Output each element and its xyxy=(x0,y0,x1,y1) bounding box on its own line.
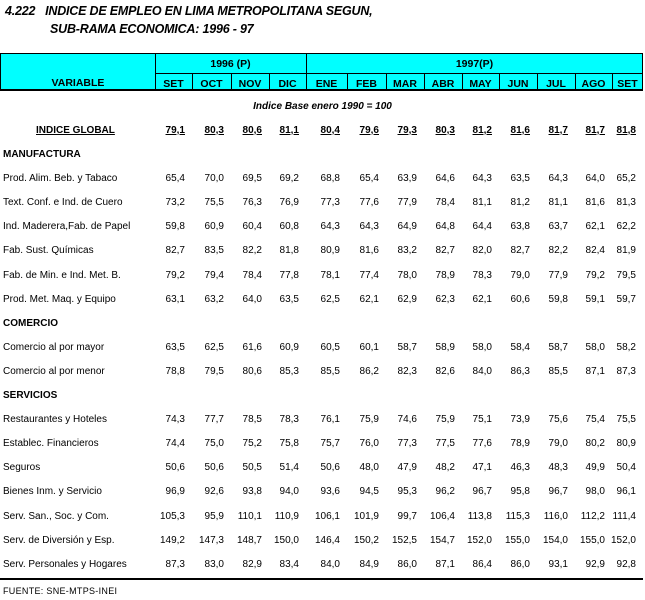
header-variable-label: VARIABLE xyxy=(51,77,105,89)
table-row xyxy=(0,486,645,500)
value-cell: 79,5 xyxy=(616,270,636,281)
value-cell: 75,0 xyxy=(204,438,224,449)
value-cell: 76,9 xyxy=(279,197,299,208)
value-cell: 155,0 xyxy=(504,535,530,546)
value-cell: 50,6 xyxy=(204,462,224,473)
header-month-label: ABR xyxy=(431,78,455,90)
value-cell: 82,7 xyxy=(165,245,185,256)
value-cell: 59,8 xyxy=(548,294,568,305)
value-cell: 79,3 xyxy=(397,125,417,136)
value-cell: 81,1 xyxy=(472,197,492,208)
value-cell: 86,0 xyxy=(510,559,530,570)
value-cell: 64,3 xyxy=(320,221,340,232)
value-cell: 92,9 xyxy=(585,559,605,570)
value-cell: 99,7 xyxy=(397,511,417,522)
value-cell: 95,8 xyxy=(510,486,530,497)
value-cell: 64,9 xyxy=(397,221,417,232)
value-cell: 63,5 xyxy=(510,173,530,184)
value-cell: 84,0 xyxy=(472,366,492,377)
value-cell: 61,6 xyxy=(242,342,262,353)
row-label: Restaurantes y Hoteles xyxy=(3,414,107,425)
value-cell: 81,1 xyxy=(279,125,299,136)
value-cell: 78,3 xyxy=(279,414,299,425)
value-cell: 77,9 xyxy=(397,197,417,208)
value-cell: 77,3 xyxy=(397,438,417,449)
value-cell: 85,3 xyxy=(279,366,299,377)
header-year-label: 1996 (P) xyxy=(210,58,251,70)
value-cell: 64,0 xyxy=(585,173,605,184)
header-split-line xyxy=(155,73,643,74)
section-header xyxy=(0,149,645,163)
value-cell: 62,1 xyxy=(472,294,492,305)
row-label: Bienes Inm. y Servicio xyxy=(3,486,102,497)
table-row xyxy=(0,173,645,187)
value-cell: 93,1 xyxy=(548,559,568,570)
value-cell: 81,6 xyxy=(359,245,379,256)
value-cell: 70,0 xyxy=(204,173,224,184)
value-cell: 78,1 xyxy=(320,270,340,281)
table-row xyxy=(0,438,645,452)
value-cell: 47,1 xyxy=(472,462,492,473)
value-cell: 82,2 xyxy=(548,245,568,256)
value-cell: 58,7 xyxy=(397,342,417,353)
value-cell: 149,2 xyxy=(159,535,185,546)
header-month-label: OCT xyxy=(200,78,223,90)
value-cell: 96,7 xyxy=(548,486,568,497)
value-cell: 82,2 xyxy=(242,245,262,256)
value-cell: 62,5 xyxy=(204,342,224,353)
value-cell: 112,2 xyxy=(580,511,605,522)
value-cell: 79,0 xyxy=(548,438,568,449)
value-cell: 78,9 xyxy=(510,438,530,449)
value-cell: 62,1 xyxy=(585,221,605,232)
value-cell: 86,3 xyxy=(510,366,530,377)
value-cell: 68,8 xyxy=(320,173,340,184)
value-cell: 69,5 xyxy=(242,173,262,184)
value-cell: 77,8 xyxy=(279,270,299,281)
value-cell: 75,5 xyxy=(204,197,224,208)
section-label: SERVICIOS xyxy=(3,390,58,401)
value-cell: 60,4 xyxy=(242,221,262,232)
value-cell: 58,2 xyxy=(616,342,636,353)
value-cell: 81,1 xyxy=(548,197,568,208)
value-cell: 83,0 xyxy=(204,559,224,570)
value-cell: 82,3 xyxy=(397,366,417,377)
table-bottom-rule xyxy=(0,578,643,580)
header-month-label: SET xyxy=(163,78,184,90)
value-cell: 82,0 xyxy=(472,245,492,256)
value-cell: 78,0 xyxy=(397,270,417,281)
value-cell: 146,4 xyxy=(314,535,340,546)
row-label: Serv. de Diversión y Esp. xyxy=(3,535,115,546)
value-cell: 101,9 xyxy=(353,511,379,522)
value-cell: 98,0 xyxy=(585,486,605,497)
value-cell: 79,2 xyxy=(165,270,185,281)
row-label: Comercio al por menor xyxy=(3,366,105,377)
value-cell: 64,0 xyxy=(242,294,262,305)
value-cell: 94,0 xyxy=(279,486,299,497)
value-cell: 81,2 xyxy=(510,197,530,208)
header-month-label: SET xyxy=(617,78,638,90)
value-cell: 58,7 xyxy=(548,342,568,353)
header-year-label: 1997(P) xyxy=(455,58,494,70)
section-header xyxy=(0,390,645,404)
value-cell: 79,5 xyxy=(204,366,224,377)
section-header xyxy=(0,318,645,332)
value-cell: 105,3 xyxy=(159,511,185,522)
value-cell: 74,6 xyxy=(397,414,417,425)
value-cell: 75,2 xyxy=(242,438,262,449)
value-cell: 59,7 xyxy=(616,294,636,305)
value-cell: 64,6 xyxy=(435,173,455,184)
value-cell: 80,2 xyxy=(585,438,605,449)
value-cell: 82,7 xyxy=(435,245,455,256)
value-cell: 76,3 xyxy=(242,197,262,208)
value-cell: 60,6 xyxy=(510,294,530,305)
value-cell: 86,4 xyxy=(472,559,492,570)
value-cell: 83,5 xyxy=(204,245,224,256)
header-month-label: AGO xyxy=(581,78,606,90)
value-cell: 86,0 xyxy=(397,559,417,570)
value-cell: 95,3 xyxy=(397,486,417,497)
value-cell: 96,9 xyxy=(165,486,185,497)
value-cell: 65,4 xyxy=(165,173,185,184)
value-cell: 79,4 xyxy=(204,270,224,281)
value-cell: 84,0 xyxy=(320,559,340,570)
value-cell: 83,2 xyxy=(397,245,417,256)
value-cell: 77,9 xyxy=(548,270,568,281)
value-cell: 77,6 xyxy=(472,438,492,449)
value-cell: 80,9 xyxy=(320,245,340,256)
value-cell: 154,0 xyxy=(542,535,568,546)
header-month-label: DIC xyxy=(278,78,297,90)
value-cell: 82,4 xyxy=(585,245,605,256)
value-cell: 116,0 xyxy=(543,511,568,522)
value-cell: 62,1 xyxy=(359,294,379,305)
value-cell: 58,0 xyxy=(585,342,605,353)
value-cell: 81,9 xyxy=(616,245,636,256)
value-cell: 152,0 xyxy=(610,535,636,546)
value-cell: 79,0 xyxy=(510,270,530,281)
value-cell: 60,8 xyxy=(279,221,299,232)
value-cell: 58,9 xyxy=(435,342,455,353)
table-title: 4.222 INDICE DE EMPLEO EN LIMA METROPOLITANA SEGUN, xyxy=(5,4,373,18)
value-cell: 62,3 xyxy=(435,294,455,305)
table-row xyxy=(0,197,645,211)
value-cell: 84,9 xyxy=(359,559,379,570)
value-cell: 59,8 xyxy=(165,221,185,232)
row-label: Comercio al por mayor xyxy=(3,342,105,353)
value-cell: 81,7 xyxy=(548,125,568,136)
row-label: Prod. Alim. Beb. y Tabaco xyxy=(3,173,118,184)
value-cell: 59,1 xyxy=(585,294,605,305)
value-cell: 73,2 xyxy=(165,197,185,208)
value-cell: 75,9 xyxy=(359,414,379,425)
value-cell: 79,2 xyxy=(585,270,605,281)
value-cell: 147,3 xyxy=(198,535,224,546)
value-cell: 95,9 xyxy=(204,511,224,522)
value-cell: 82,9 xyxy=(242,559,262,570)
value-cell: 64,4 xyxy=(472,221,492,232)
value-cell: 96,1 xyxy=(616,486,636,497)
row-label: Serv. San., Soc. y Com. xyxy=(3,511,109,522)
table-row xyxy=(0,462,645,476)
source-note: FUENTE: SNE-MTPS-INEI xyxy=(3,586,118,596)
value-cell: 80,4 xyxy=(320,125,340,136)
value-cell: 63,7 xyxy=(548,221,568,232)
table-row xyxy=(0,245,645,259)
value-cell: 75,6 xyxy=(548,414,568,425)
value-cell: 115,3 xyxy=(505,511,530,522)
row-label: Ind. Maderera,Fab. de Papel xyxy=(3,221,131,232)
base-index-note: Indice Base enero 1990 = 100 xyxy=(253,101,392,112)
value-cell: 50,6 xyxy=(320,462,340,473)
header-month-label: NOV xyxy=(238,78,262,90)
value-cell: 65,2 xyxy=(616,173,636,184)
value-cell: 85,5 xyxy=(320,366,340,377)
value-cell: 92,6 xyxy=(204,486,224,497)
value-cell: 113,8 xyxy=(467,511,492,522)
value-cell: 81,3 xyxy=(616,197,636,208)
value-cell: 62,9 xyxy=(397,294,417,305)
table-row xyxy=(0,559,645,573)
value-cell: 81,6 xyxy=(510,125,530,136)
value-cell: 65,4 xyxy=(359,173,379,184)
value-cell: 83,4 xyxy=(279,559,299,570)
value-cell: 63,5 xyxy=(165,342,185,353)
value-cell: 93,6 xyxy=(320,486,340,497)
table-row xyxy=(0,535,645,549)
value-cell: 63,5 xyxy=(279,294,299,305)
section-label: COMERCIO xyxy=(3,318,58,329)
value-cell: 93,8 xyxy=(242,486,262,497)
value-cell: 75,5 xyxy=(616,414,636,425)
value-cell: 76,0 xyxy=(359,438,379,449)
value-cell: 150,0 xyxy=(273,535,299,546)
header-month-label: FEB xyxy=(356,78,377,90)
section-label: MANUFACTURA xyxy=(3,149,81,160)
value-cell: 49,9 xyxy=(585,462,605,473)
value-cell: 77,5 xyxy=(435,438,455,449)
value-cell: 69,2 xyxy=(279,173,299,184)
value-cell: 148,7 xyxy=(236,535,262,546)
value-cell: 94,5 xyxy=(359,486,379,497)
value-cell: 64,3 xyxy=(359,221,379,232)
value-cell: 74,3 xyxy=(165,414,185,425)
value-cell: 78,8 xyxy=(165,366,185,377)
value-cell: 110,9 xyxy=(274,511,299,522)
value-cell: 75,8 xyxy=(279,438,299,449)
value-cell: 81,8 xyxy=(616,125,636,136)
row-label: Fab. de Min. e Ind. Met. B. xyxy=(3,270,121,281)
value-cell: 82,7 xyxy=(510,245,530,256)
value-cell: 48,3 xyxy=(548,462,568,473)
value-cell: 50,5 xyxy=(242,462,262,473)
table-row xyxy=(0,270,645,284)
value-cell: 78,4 xyxy=(242,270,262,281)
value-cell: 81,7 xyxy=(585,125,605,136)
table-row xyxy=(0,294,645,308)
value-cell: 82,6 xyxy=(435,366,455,377)
value-cell: 75,9 xyxy=(435,414,455,425)
value-cell: 51,4 xyxy=(279,462,299,473)
value-cell: 75,1 xyxy=(472,414,492,425)
value-cell: 62,2 xyxy=(616,221,636,232)
value-cell: 85,5 xyxy=(548,366,568,377)
value-cell: 110,1 xyxy=(237,511,262,522)
value-cell: 48,2 xyxy=(435,462,455,473)
value-cell: 81,6 xyxy=(585,197,605,208)
value-cell: 64,8 xyxy=(435,221,455,232)
value-cell: 77,6 xyxy=(359,197,379,208)
value-cell: 50,4 xyxy=(616,462,636,473)
row-label: Prod. Met. Maq. y Equipo xyxy=(3,294,116,305)
row-label: Seguros xyxy=(3,462,41,473)
table-row xyxy=(0,414,645,428)
value-cell: 86,2 xyxy=(359,366,379,377)
value-cell: 63,1 xyxy=(165,294,185,305)
value-cell: 58,0 xyxy=(472,342,492,353)
value-cell: 81,8 xyxy=(279,245,299,256)
value-cell: 96,7 xyxy=(472,486,492,497)
header-month-label: MAY xyxy=(469,78,492,90)
value-cell: 80,3 xyxy=(204,125,224,136)
table-row xyxy=(0,511,645,525)
value-cell: 81,2 xyxy=(472,125,492,136)
value-cell: 79,6 xyxy=(359,125,379,136)
value-cell: 87,3 xyxy=(165,559,185,570)
value-cell: 79,1 xyxy=(165,125,185,136)
value-cell: 50,6 xyxy=(165,462,185,473)
table-row xyxy=(0,366,645,380)
row-label: Establec. Financieros xyxy=(3,438,99,449)
value-cell: 77,4 xyxy=(359,270,379,281)
value-cell: 106,1 xyxy=(314,511,340,522)
value-cell: 78,3 xyxy=(472,270,492,281)
header-month-label: ENE xyxy=(315,78,338,90)
row-label: Serv. Personales y Hogares xyxy=(3,559,127,570)
value-cell: 77,7 xyxy=(204,414,224,425)
value-cell: 73,9 xyxy=(510,414,530,425)
value-cell: 60,5 xyxy=(320,342,340,353)
value-cell: 78,9 xyxy=(435,270,455,281)
value-cell: 106,4 xyxy=(429,511,455,522)
value-cell: 96,2 xyxy=(435,486,455,497)
table-row xyxy=(0,221,645,235)
value-cell: 87,1 xyxy=(435,559,455,570)
value-cell: 58,4 xyxy=(510,342,530,353)
table-header xyxy=(0,53,643,91)
value-cell: 154,7 xyxy=(429,535,455,546)
header-month-label: MAR xyxy=(393,78,417,90)
value-cell: 62,5 xyxy=(320,294,340,305)
value-cell: 60,9 xyxy=(279,342,299,353)
header-month-label: JUL xyxy=(546,78,566,90)
value-cell: 80,6 xyxy=(242,366,262,377)
value-cell: 75,7 xyxy=(320,438,340,449)
value-cell: 74,4 xyxy=(165,438,185,449)
row-label: Fab. Sust. Químicas xyxy=(3,245,94,256)
value-cell: 63,8 xyxy=(510,221,530,232)
value-cell: 76,1 xyxy=(320,414,340,425)
value-cell: 60,9 xyxy=(204,221,224,232)
table-row xyxy=(0,342,645,356)
value-cell: 87,1 xyxy=(585,366,605,377)
value-cell: 77,3 xyxy=(320,197,340,208)
value-cell: 152,5 xyxy=(391,535,417,546)
value-cell: 60,1 xyxy=(359,342,379,353)
value-cell: 75,4 xyxy=(585,414,605,425)
row-label: INDICE GLOBAL xyxy=(36,125,115,136)
value-cell: 64,3 xyxy=(548,173,568,184)
value-cell: 80,3 xyxy=(435,125,455,136)
value-cell: 150,2 xyxy=(353,535,379,546)
value-cell: 152,0 xyxy=(466,535,492,546)
value-cell: 64,3 xyxy=(472,173,492,184)
table-subtitle: SUB-RAMA ECONOMICA: 1996 - 97 xyxy=(50,22,254,36)
value-cell: 78,5 xyxy=(242,414,262,425)
value-cell: 87,3 xyxy=(616,366,636,377)
row-label: Text. Conf. e Ind. de Cuero xyxy=(3,197,123,208)
value-cell: 80,6 xyxy=(242,125,262,136)
value-cell: 92,8 xyxy=(616,559,636,570)
value-cell: 80,9 xyxy=(616,438,636,449)
value-cell: 46,3 xyxy=(510,462,530,473)
value-cell: 111,4 xyxy=(612,511,636,522)
value-cell: 63,2 xyxy=(204,294,224,305)
header-month-label: JUN xyxy=(507,78,529,90)
value-cell: 155,0 xyxy=(579,535,605,546)
value-cell: 63,9 xyxy=(397,173,417,184)
global-index-row xyxy=(0,125,645,139)
value-cell: 78,4 xyxy=(435,197,455,208)
value-cell: 47,9 xyxy=(397,462,417,473)
value-cell: 48,0 xyxy=(359,462,379,473)
